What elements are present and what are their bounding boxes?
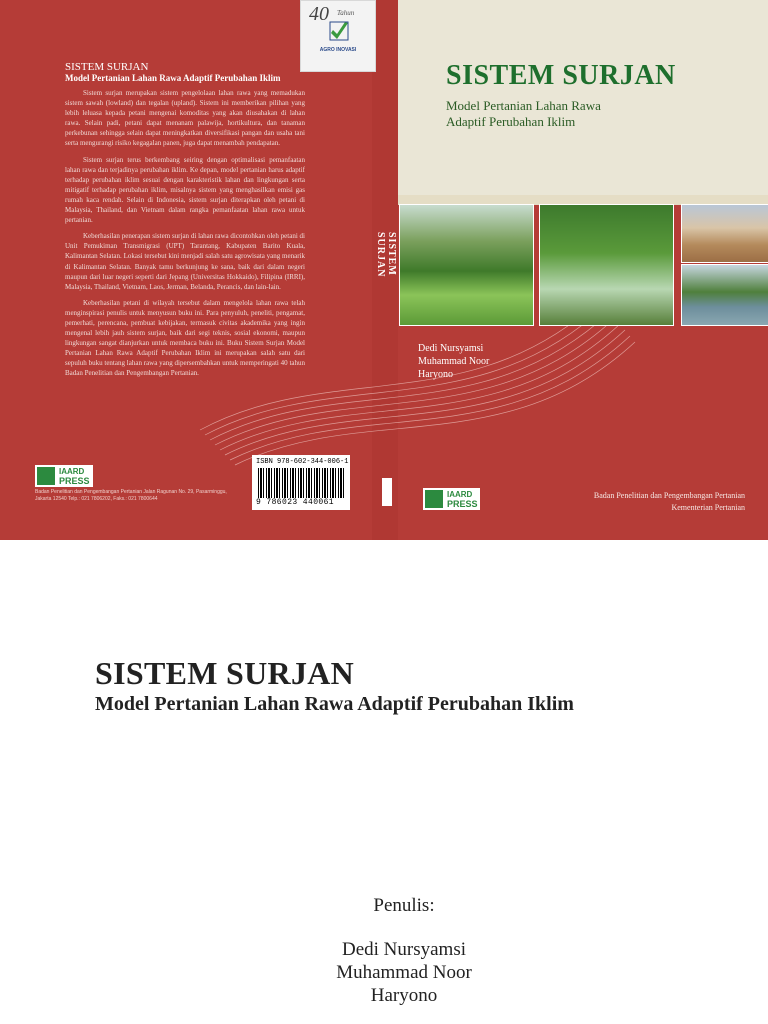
author-name: Muhammad Noor bbox=[336, 962, 472, 983]
front-subtitle: Model Pertanian Lahan Rawa Adaptif Perubahan Iklim bbox=[446, 98, 601, 129]
anniversary-logo: 40 Tahun AGRO INOVASI bbox=[300, 0, 376, 72]
barcode-digits: 9 786023 440061 bbox=[256, 498, 335, 507]
blurb-paragraph: Keberhasilan petani di wilayah tersebut dalam mengelola lahan rawa telah menginspirasi penulis untuk menyusun buku ini. Para penyuluh, peneliti, pengamat, pemerhati, perencana, pembuat kebijakan, termasuk civitas akademika yang ingin mengenal lebih jauh sistem surjan, baik dari segi teknis, sosial ekonomi, maupun lingkungan sangat dianjurkan untuk membaca buku ini. Buku Sistem Surjan Model Pertanian Lahan Rawa Adaptif Perubahan Iklim ini merupakan salah satu dari sepuluh buku tentang lahan rawa yang dipersembahkan untuk memperingati 40 tahun Badan Penelitian dan Pengembangan Pertanian. bbox=[65, 298, 305, 378]
front-title: SISTEM SURJAN bbox=[446, 60, 676, 91]
title-page-subtitle: Model Pertanian Lahan Rawa Adaptif Perubahan Iklim bbox=[95, 693, 574, 715]
iaard-leaf-icon bbox=[425, 490, 443, 508]
back-subtitle: Model Pertanian Lahan Rawa Adaptif Perubahan Iklim bbox=[65, 73, 281, 83]
isbn-text: ISBN 978-602-344-006-1 bbox=[256, 458, 349, 466]
author-name: Haryono bbox=[370, 985, 438, 1006]
blurb-paragraph: Sistem surjan merupakan sistem pengelolaan lahan rawa yang memadukan sistem sawah (lowland) dan tegalan (upland). Sistem ini memberikan pilihan yang lebih leluasa kepada petani mengenai komoditas yang akan diusahakan di lahan rawa. Selain padi, petani dapat menanam palawija, hortikultura, dan tanaman perkebunan sehingga selain dapat meningkatkan diversifikasi pangan dan usaha tani serta mengurangi risiko kegagalan panen, juga dapat menambah pendapatan. bbox=[65, 89, 305, 148]
photo-vegetable-beds bbox=[539, 204, 674, 326]
front-publisher: Badan Penelitian dan Pengembangan Pertanian Kementerian Pertanian bbox=[593, 491, 745, 512]
spine-logo bbox=[382, 478, 392, 506]
back-blurb bbox=[65, 88, 305, 385]
photo-orchard-rows bbox=[399, 204, 534, 326]
photo-dry-field bbox=[681, 204, 768, 263]
barcode-bars bbox=[258, 468, 344, 498]
penulis-label: Penulis: bbox=[373, 895, 435, 916]
iaard-leaf-icon bbox=[37, 467, 55, 485]
agro-inovasi-icon bbox=[327, 19, 351, 43]
iaard-press-logo-front: IAARD PRESS bbox=[423, 488, 480, 510]
publisher-address: Badan Penelitian dan Pengembangan Pertanian Jalan Ragunan No. 29, Pasarminggu, Jakarta 12540 Telp.: 021 7806202, Faks.: 021 7800644 bbox=[35, 489, 227, 502]
title-page-authors bbox=[0, 938, 768, 1007]
author-name: Dedi Nursyamsi bbox=[341, 939, 466, 960]
photo-flooded-field bbox=[681, 264, 768, 326]
iaard-press-logo: IAARD PRESS bbox=[35, 465, 93, 487]
isbn-barcode bbox=[252, 455, 350, 510]
blurb-paragraph: Keberhasilan penerapan sistem surjan di lahan rawa dicontohkan oleh petani di Unit Pemukiman Transmigrasi (UPT) Tarantang, Kabupaten Barito Kuala, Kalimantan Selatan. Lokasi tersebut kini menjadi salah satu agrowisata yang menarik di Kalimantan Selatan. Banyak tamu berkunjung ke sana, baik dari dalam negeri maupun dari luar negeri seperti dari Jepang (Universitas Hokkaido), Filipina (IRRI), Malaysia, Thailand, Vietnam, Laos, Jerman, Belanda, Perancis, dan lain-lain. bbox=[65, 232, 305, 291]
title-page-title: SISTEM SURJAN bbox=[95, 655, 355, 691]
back-title: SISTEM SURJAN bbox=[65, 61, 149, 73]
blurb-paragraph: Sistem surjan terus berkembang seiring dengan optimalisasi pemanfaatan lahan rawa dan terjadinya perubahan iklim. Ke depan, model pertanian harus adaptif terhadap perubahan iklim sesuai dengan karakteristik lahan dan lingkungan serta mitigatif terhadap perubahan iklim, misalnya sistem yang menghasilkan emisi gas rumah kaca rendah. Selain di Indonesia, sistem surjan diterapkan oleh petani di Malaysia, Thailand, dan Vietnam dalam rangka pemanfaatan lahan rawa untuk pertanian. bbox=[65, 155, 305, 225]
front-authors: Dedi Nursyamsi Muhammad Noor Haryono bbox=[418, 343, 490, 380]
spine-title: SISTEM SURJAN bbox=[375, 232, 397, 278]
